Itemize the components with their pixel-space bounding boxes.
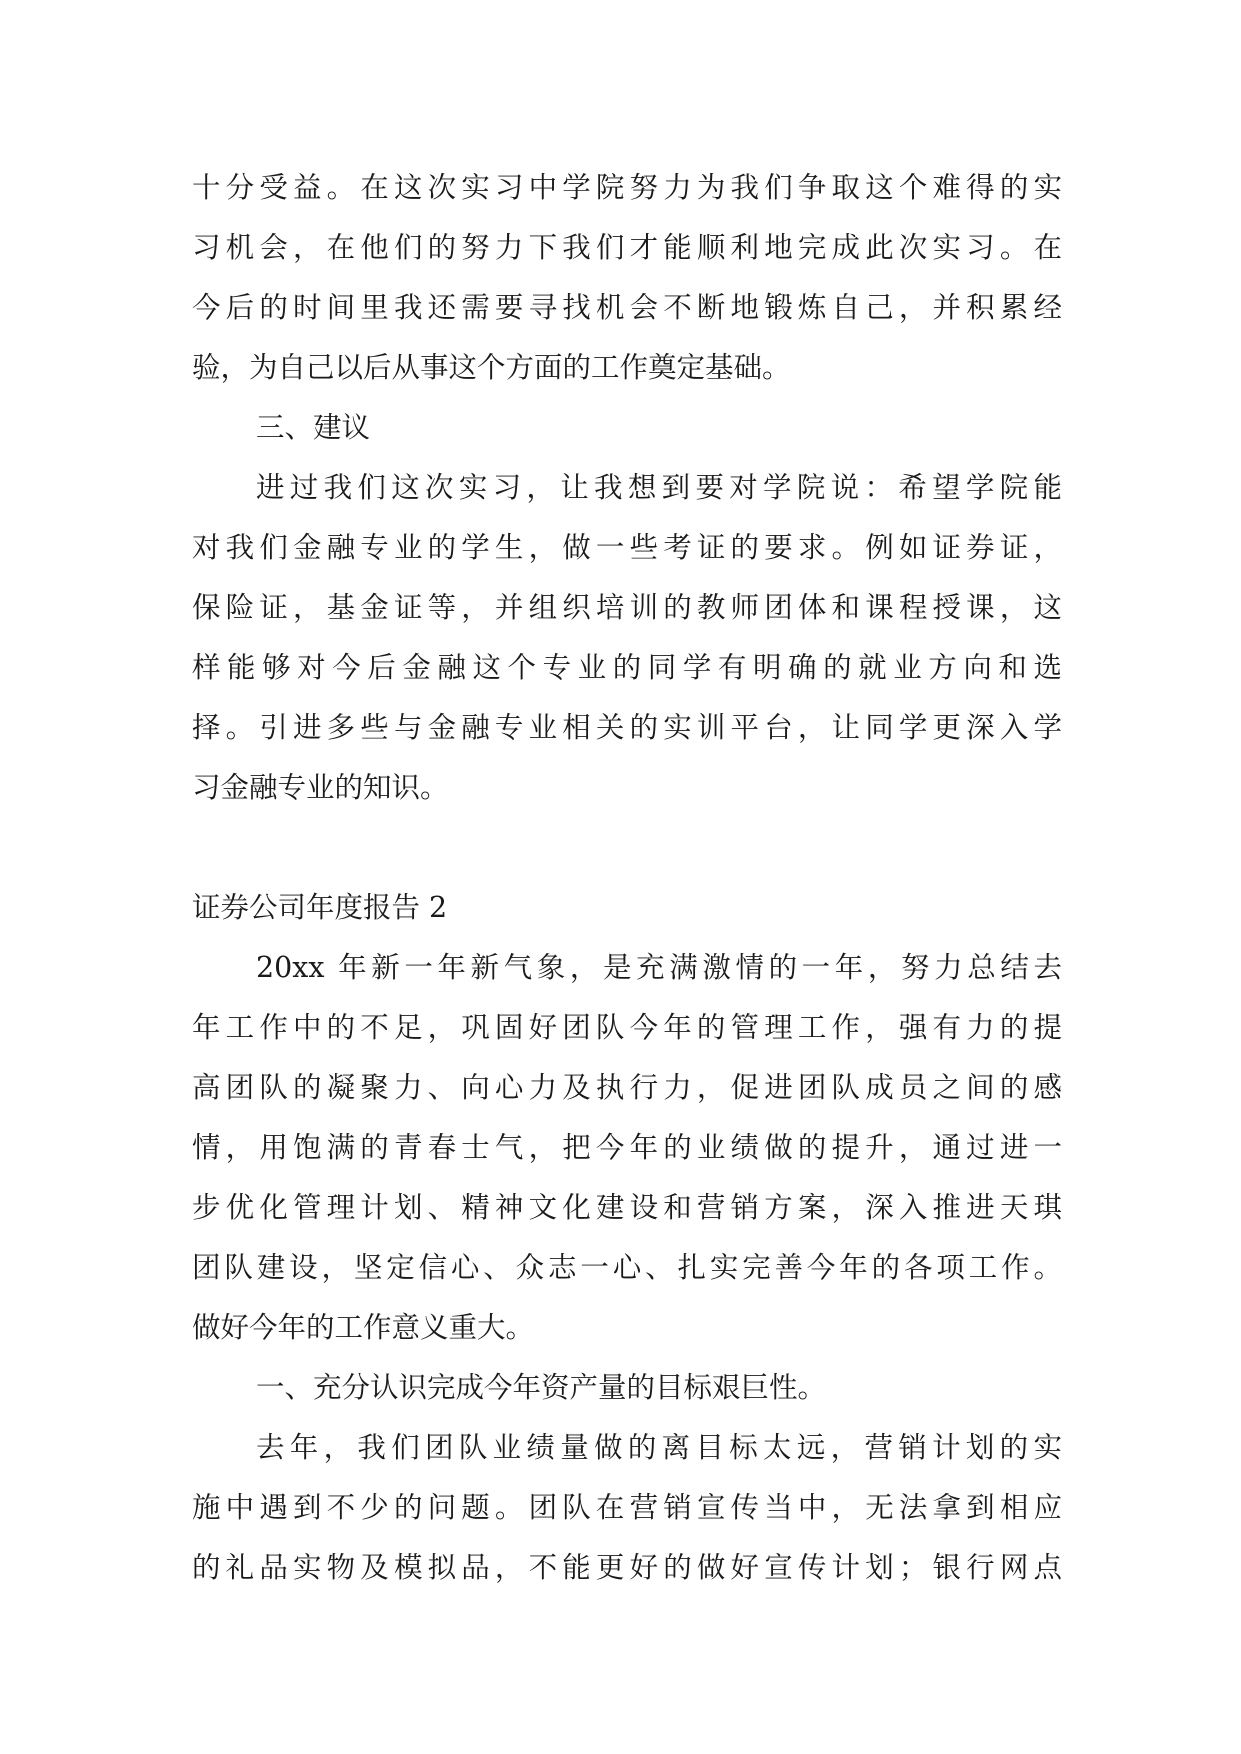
paragraph-line: 习机会，在他们的努力下我们才能顺利地完成此次实习。在 (192, 231, 1062, 264)
paragraph-line: 做好今年的工作意义重大。 (192, 1311, 535, 1344)
report-title: 证券公司年度报告 2 (192, 891, 448, 924)
paragraph-benefit (192, 158, 1062, 398)
paragraph-line: 的礼品实物及模拟品，不能更好的做好宣传计划；银行网点 (192, 1551, 1062, 1584)
paragraph-last-year (192, 1418, 1062, 1598)
paragraph-line: 20xx 年新一年新气象，是充满激情的一年，努力总结去 (256, 951, 1062, 984)
paragraph-line: 去年，我们团队业绩量做的离目标太远，营销计划的实 (256, 1431, 1062, 1464)
paragraph-line: 习金融专业的知识。 (192, 771, 449, 804)
paragraph-line: 十分受益。在这次实习中学院努力为我们争取这个难得的实 (192, 171, 1062, 204)
paragraph-line: 择。引进多些与金融专业相关的实训平台，让同学更深入学 (192, 711, 1062, 744)
paragraph-line: 保险证，基金证等，并组织培训的教师团体和课程授课，这 (192, 591, 1062, 624)
section-heading-target: 一、充分认识完成今年资产量的目标艰巨性。 (256, 1371, 827, 1404)
section-heading-suggestions: 三、建议 (256, 411, 371, 444)
paragraph-line: 对我们金融专业的学生，做一些考证的要求。例如证券证， (192, 531, 1062, 564)
paragraph-suggestions (192, 458, 1062, 818)
paragraph-line: 样能够对今后金融这个专业的同学有明确的就业方向和选 (192, 651, 1062, 684)
paragraph-line: 团队建设，坚定信心、众志一心、扎实完善今年的各项工作。 (192, 1251, 1062, 1284)
paragraph-line: 进过我们这次实习，让我想到要对学院说：希望学院能 (256, 471, 1062, 504)
paragraph-line: 验，为自己以后从事这个方面的工作奠定基础。 (192, 351, 791, 384)
paragraph-line: 年工作中的不足，巩固好团队今年的管理工作，强有力的提 (192, 1011, 1062, 1044)
paragraph-line: 步优化管理计划、精神文化建设和营销方案，深入推进天琪 (192, 1191, 1062, 1224)
paragraph-new-year (192, 938, 1062, 1358)
paragraph-line: 今后的时间里我还需要寻找机会不断地锻炼自己，并积累经 (192, 291, 1062, 324)
paragraph-line: 高团队的凝聚力、向心力及执行力，促进团队成员之间的感 (192, 1071, 1062, 1104)
paragraph-line: 情，用饱满的青春士气，把今年的业绩做的提升，通过进一 (192, 1131, 1062, 1164)
spacer (192, 818, 1062, 878)
document-page (192, 158, 1062, 1598)
paragraph-line: 施中遇到不少的问题。团队在营销宣传当中，无法拿到相应 (192, 1491, 1062, 1524)
